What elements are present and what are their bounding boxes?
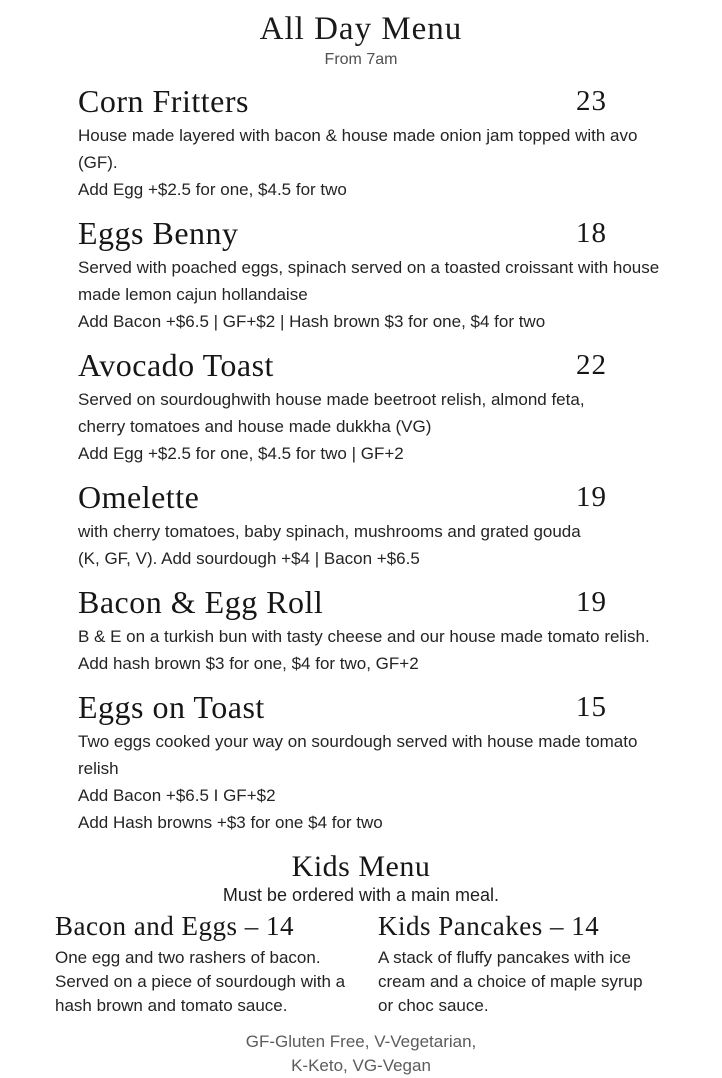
item-description-line: Served on sourdoughwith house made beetroot relish, almond feta,: [78, 390, 585, 409]
item-price: 19: [576, 481, 607, 513]
item-description-line: House made layered with bacon & house made onion jam topped with avo (GF).: [78, 126, 638, 172]
kids-description-line: One egg and two rashers of bacon.: [55, 948, 321, 967]
menu-item-eggs-benny: [78, 213, 722, 335]
item-description-line: with cherry tomatoes, baby spinach, mushrooms and grated gouda: [78, 522, 581, 541]
item-heading-row: [78, 213, 722, 254]
item-name: Bacon & Egg Roll: [78, 584, 324, 620]
item-heading-row: [78, 687, 722, 728]
item-heading-row: [78, 582, 722, 623]
item-price: 18: [576, 217, 607, 249]
kids-item-name: Bacon and Eggs – 14: [55, 911, 294, 941]
kids-item-name: Kids Pancakes – 14: [378, 911, 600, 941]
item-name: Avocado Toast: [78, 347, 274, 383]
menu-item-eggs-on-toast: [78, 687, 722, 836]
kids-description-line: or choc sauce.: [378, 996, 489, 1015]
item-description-line: made lemon cajun hollandaise: [78, 285, 308, 304]
dietary-legend-line: GF-Gluten Free, V-Vegetarian,: [245, 1032, 477, 1051]
item-description-line: Add hash brown $3 for one, $4 for two, GF+2: [78, 654, 419, 673]
kids-description-line: hash brown and tomato sauce.: [55, 996, 288, 1015]
item-name: Eggs Benny: [78, 215, 239, 251]
kids-item-bacon-and-eggs: [55, 910, 378, 1018]
item-description-line: (K, GF, V). Add sourdough +$4 | Bacon +$6.5: [78, 549, 420, 568]
item-heading-row: [78, 345, 722, 386]
dietary-legend: [0, 1030, 722, 1078]
item-description-line: Two eggs cooked your way on sourdough served with house made tomato relish: [78, 732, 638, 778]
menu-item-bacon-egg-roll: [78, 582, 722, 677]
kids-description-line: A stack of fluffy pancakes with ice: [378, 948, 631, 967]
item-description-line: Add Egg +$2.5 for one, $4.5 for two: [78, 180, 347, 199]
item-heading-row: [78, 477, 722, 518]
item-name: Eggs on Toast: [78, 689, 265, 725]
page-title: All Day Menu: [259, 11, 463, 47]
item-price: 15: [576, 691, 607, 723]
item-name: Corn Fritters: [78, 83, 249, 119]
dietary-legend-line: K-Keto, VG-Vegan: [291, 1056, 431, 1075]
kids-item-pancakes: [378, 910, 722, 1018]
kids-description-line: Served on a piece of sourdough with a: [55, 972, 346, 991]
item-description-line: Add Egg +$2.5 for one, $4.5 for two | GF+2: [78, 444, 404, 463]
menu-item-omelette: [78, 477, 722, 572]
page-subtitle: From 7am: [324, 51, 398, 68]
menu-item-list: [0, 69, 722, 836]
kids-description-line: cream and a choice of maple syrup: [378, 972, 643, 991]
item-description-line: cherry tomatoes and house made dukkha (VG): [78, 417, 432, 436]
item-heading-row: [78, 81, 722, 122]
kids-menu-columns: [0, 910, 722, 1018]
item-price: 23: [576, 85, 607, 117]
menu-item-avocado-toast: [78, 345, 722, 467]
item-description-line: Add Bacon +$6.5 | GF+$2 | Hash brown $3 for one, $4 for two: [78, 312, 546, 331]
item-price: 22: [576, 349, 607, 381]
menu-item-corn-fritters: [78, 81, 722, 203]
kids-menu-subtitle: Must be ordered with a main meal.: [222, 885, 500, 905]
item-description-line: B & E on a turkish bun with tasty cheese and our house made tomato relish.: [78, 627, 650, 646]
item-description-line: Add Hash browns +$3 for one $4 for two: [78, 813, 383, 832]
item-description-line: Served with poached eggs, spinach served on a toasted croissant with house: [78, 258, 660, 277]
kids-menu-title: Kids Menu: [291, 850, 431, 883]
item-name: Omelette: [78, 479, 200, 515]
item-price: 19: [576, 586, 607, 618]
item-description-line: Add Bacon +$6.5 I GF+$2: [78, 786, 276, 805]
